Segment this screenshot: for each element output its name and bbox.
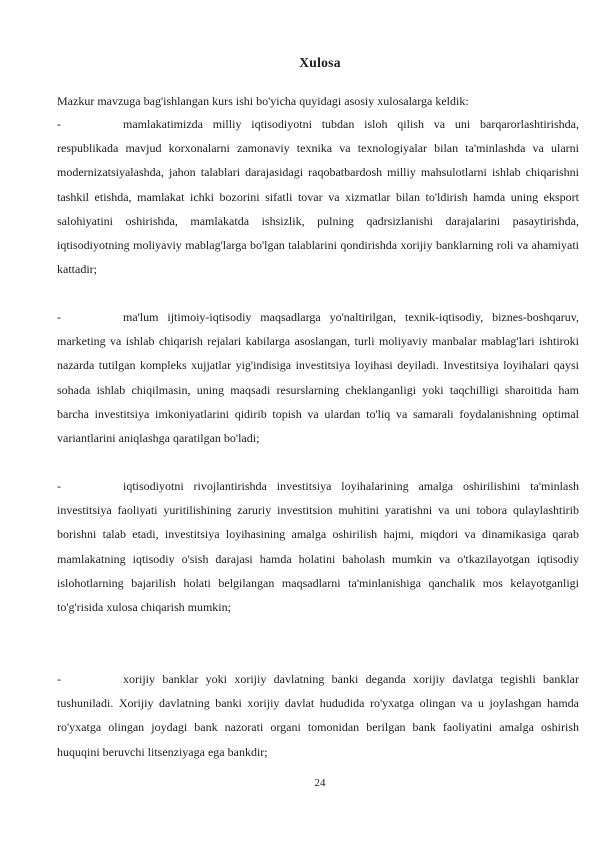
page-number: 24: [314, 777, 326, 789]
page-title: Xulosa: [299, 55, 341, 70]
list-dash: -: [57, 479, 61, 493]
list-item-text: iqtisodiyotni rivojlantirishda investitsiya loyihalarining amalga oshirilishini ta'minlash investitsiya faoliyati yuritilishining zaruriy investitsion muhitini yaratishni va uni tobora qulaylashtirib borishni talab etadi, investitsiya loyihasining amalga oshirilish hajmi, miqdori va dinamikasiga qarab mamlakatning iqtisodiy o'sish darajasi hamda holatini baholash mumkin va o'tkazilayotgan iqtisodiy islohotlarning bajarilish holati belgilangan maqsadlarni ta'minlanishiga qanchalik mos kelayotganligi to'g'risida xulosa chiqarish mumkin;: [57, 479, 579, 615]
list-item: [57, 112, 579, 281]
list-item-text: ma'lum ijtimoiy-iqtisodiy maqsadlarga yo'naltirilgan, texnik-iqtisodiy, biznes-boshqaruv, marketing va ishlab chiqarish rejalari kabilarga asoslangan, turli moliyaviy manbalar mablag'lari ishtiroki nazarda tutilgan kompleks xujjatlar yig'indisiga investitsiya loyihasi deyiladi. Investitsiya loyihalari qaysi sohada ishlab chiqilmasin, uning maqsadi resurslarning cheklanganligi yoki taqchilligi sharoitida ham barcha investitsiya imkoniyatlarini qidirib topish va ulardan to'liq va samarali foydalanishning optimal variantlarini aniqlashga qaratilgan bo'ladi;: [57, 310, 579, 446]
list-item: [57, 667, 579, 764]
list-item: [57, 474, 579, 619]
intro-paragraph: Mazkur mavzuga bag'ishlangan kurs ishi bo'yicha quyidagi asosiy xulosalarga keldik:: [57, 94, 469, 108]
list-dash: -: [57, 310, 61, 324]
list-item: [57, 305, 579, 450]
list-item-text: mamlakatimizda milliy iqtisodiyotni tubdan isloh qilish va uni barqarorlashtirishda, respublikada mavjud korxonalarni zamonaviy texnika va texnologiyalar bilan ta'minlashda va ularni modernizatsiyalashda, jahon talablari darajasidagi raqobatbardosh milliy mahsulotlarni ishlab chiqarishni tashkil etishda, mamlakat ichki bozorini sifatli tovar va xizmatlar bilan to'ldirish hamda uning eksport salohiyatini oshirishda, mamlakatda ishsizlik, pulning qadrsizlanishi darajalarini pasaytirishda, iqtisodiyotning moliyaviy mablag'larga bo'lgan talablarini qondirishda xorijiy banklarning roli va ahamiyati kattadir;: [57, 117, 579, 277]
list-dash: -: [57, 672, 61, 686]
list-dash: -: [57, 117, 61, 131]
list-item-text: xorijiy banklar yoki xorijiy davlatning banki deganda xorijiy davlatga tegishli banklar tushuniladi. Xorijiy davlatning banki xorijiy davlat hududida ro'yxatga olingan va u joylashgan hamda ro'yxatga olingan joydagi bank nazorati organi tomonidan berilgan bank faoliyatini amalga oshirish huquqini beruvchi litsenziyaga ega bankdir;: [57, 672, 579, 759]
